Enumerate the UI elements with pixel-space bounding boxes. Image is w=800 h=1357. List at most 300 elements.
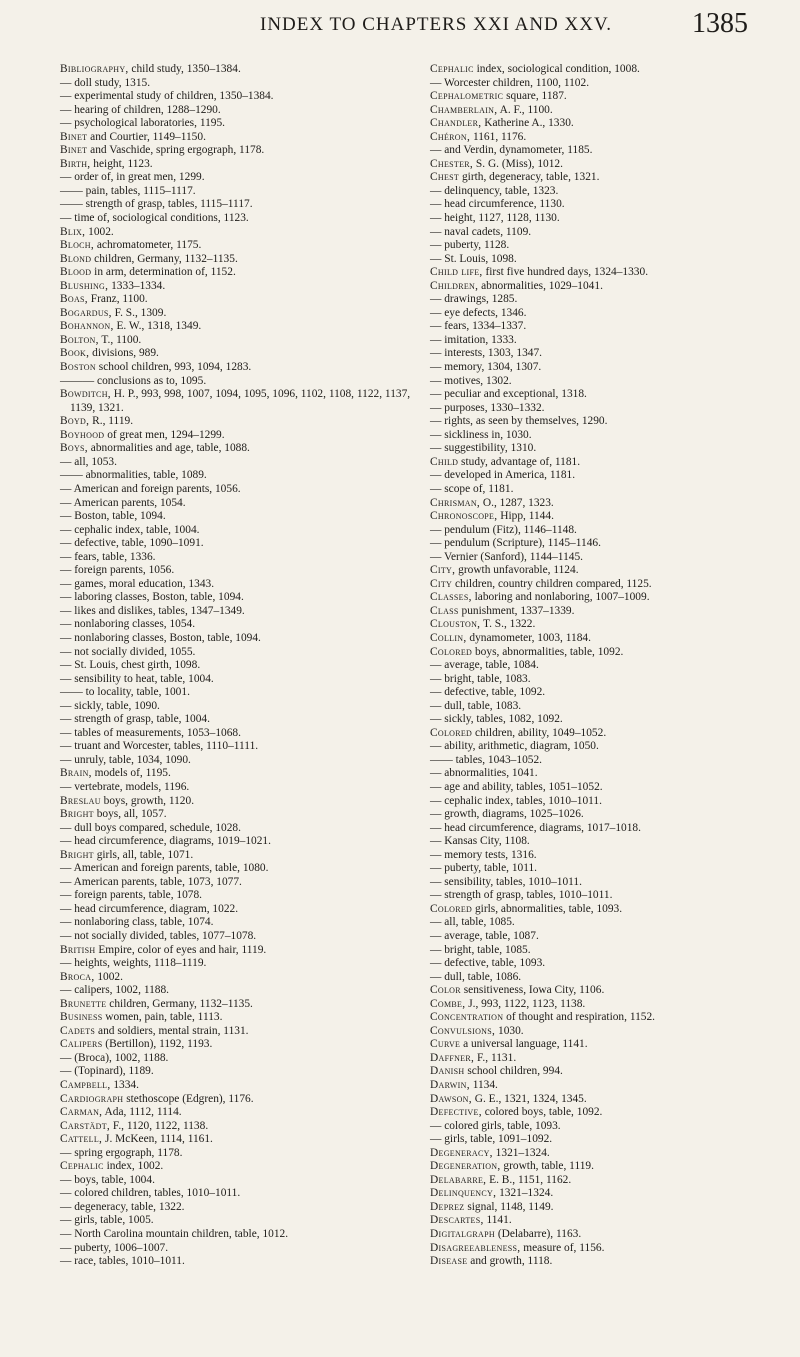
index-entry — [430, 591, 788, 605]
page-number: 1385 — [692, 8, 748, 39]
index-entry-text: — puberty, table, 1011. — [430, 862, 538, 875]
index-entry-text: H. P., 993, 998, 1007, 1094, 1095, 1096, 1102, 1108, 1122, 1137, 1139, 1321. — [70, 388, 411, 414]
index-entry-heading: Children, — [430, 279, 479, 292]
index-entry-text: — average, table, 1084. — [430, 659, 539, 672]
index-entry — [430, 1093, 788, 1107]
index-entry — [60, 104, 418, 118]
index-entry — [430, 1228, 788, 1242]
index-entry-text: dynamometer, 1003, 1184. — [466, 631, 591, 644]
index-entry-text: — all, table, 1085. — [430, 916, 515, 929]
index-entry — [60, 442, 418, 456]
index-entry-text: — St. Louis, chest girth, 1098. — [60, 659, 201, 672]
index-entry-heading: Bibliography, — [60, 63, 129, 75]
index-entry-text: growth unfavorable, 1124. — [455, 564, 579, 577]
index-entry — [430, 185, 788, 199]
index-entry-text: of great men, 1294–1299. — [104, 428, 225, 441]
index-entry-text: — cephalic index, tables, 1010–1011. — [430, 794, 602, 807]
index-entry-heading: Boyd, — [60, 415, 90, 428]
index-entry-text: — puberty, 1128. — [430, 239, 510, 252]
index-entry — [430, 293, 788, 307]
index-entry — [430, 998, 788, 1012]
index-entry — [430, 537, 788, 551]
running-title: INDEX TO CHAPTERS XXI AND XXV. — [260, 14, 612, 35]
index-entry-text: — sensibility to heat, table, 1004. — [60, 672, 214, 685]
index-entry — [60, 429, 418, 443]
index-entry — [430, 1052, 788, 1066]
index-entry-text: 1161, 1176. — [470, 130, 527, 143]
index-entry — [430, 564, 788, 578]
index-entry-text: — foreign parents, 1056. — [60, 564, 175, 577]
index-entry-heading: Digitalgraph — [430, 1228, 495, 1241]
index-entry-text: G. E., 1321, 1324, 1345. — [471, 1092, 587, 1105]
index-column-right — [430, 63, 788, 1269]
index-entry — [60, 727, 418, 741]
index-entry-text: — girls, table, 1005. — [60, 1214, 154, 1227]
index-entry-heading: Bright — [60, 808, 94, 821]
index-entry-heading: Chamberlain, — [430, 103, 498, 116]
index-entry-text: 1134. — [469, 1079, 498, 1092]
index-entry — [430, 334, 788, 348]
index-entry — [60, 1255, 418, 1269]
index-entry-text: —— tables, 1043–1052. — [430, 753, 542, 766]
index-entry — [430, 77, 788, 91]
index-entry-text: — not socially divided, tables, 1077–1078. — [60, 930, 257, 942]
index-entry-text: — bright, table, 1085. — [430, 943, 531, 956]
index-entry-text: — American parents, table, 1073, 1077. — [60, 875, 242, 888]
index-entry-text: (Delabarre), 1163. — [494, 1228, 582, 1241]
index-entry — [430, 659, 788, 673]
index-entry-text: models of, 1195. — [91, 767, 171, 780]
index-entry — [430, 117, 788, 131]
index-entry-text: — vertebrate, models, 1196. — [60, 780, 190, 793]
index-entry — [430, 442, 788, 456]
index-entry — [430, 63, 788, 77]
index-entry — [430, 375, 788, 389]
index-entry-text: — truant and Worcester, tables, 1110–1111. — [60, 740, 259, 753]
index-entry — [60, 700, 418, 714]
index-entry — [60, 510, 418, 524]
index-entry — [430, 1106, 788, 1120]
index-entry — [430, 90, 788, 104]
index-entry-heading: Blushing, — [60, 279, 109, 292]
index-entry — [60, 930, 418, 944]
index-entry — [430, 1038, 788, 1052]
index-entry-text: abnormalities and age, table, 1088. — [87, 442, 250, 455]
index-entry-heading: Broca, — [60, 970, 95, 983]
index-entry-text: children, ability, 1049–1052. — [472, 726, 607, 739]
index-entry-text: — order of, in great men, 1299. — [60, 171, 205, 184]
index-entry — [430, 713, 788, 727]
index-entry-heading: Chest — [430, 171, 460, 184]
index-entry-text: — age and ability, tables, 1051–1052. — [430, 780, 603, 793]
index-entry-text: — average, table, 1087. — [430, 930, 539, 942]
index-entry — [430, 822, 788, 836]
index-entry-text: — colored girls, table, 1093. — [430, 1119, 561, 1132]
index-entry-text: F., 1131. — [474, 1051, 517, 1064]
index-entry-text: —— abnormalities, table, 1089. — [60, 469, 207, 482]
index-entry-text: children, country children compared, 1125. — [452, 577, 652, 590]
index-entry — [430, 808, 788, 822]
index-entry-text: — St. Louis, 1098. — [430, 252, 517, 265]
index-entry — [60, 117, 418, 131]
index-entry-text: J. McKeen, 1114, 1161. — [102, 1133, 213, 1146]
index-entry-text: — sickly, table, 1090. — [60, 699, 160, 712]
index-entry — [60, 158, 418, 172]
index-entry — [430, 361, 788, 375]
index-entry — [430, 767, 788, 781]
index-entry-text: E. B., 1151, 1162. — [486, 1173, 572, 1186]
index-entry — [60, 618, 418, 632]
index-entry-heading: Colored — [430, 726, 473, 739]
index-entry — [60, 198, 418, 212]
index-entry — [60, 90, 418, 104]
index-entry-heading: Bowditch, — [60, 388, 111, 401]
index-entry-heading: City, — [430, 564, 456, 577]
index-entry-text: and soldiers, mental strain, 1131. — [95, 1024, 249, 1037]
index-entry-text: — drawings, 1285. — [430, 293, 518, 306]
index-entry — [430, 646, 788, 660]
index-entry-text: — abnormalities, 1041. — [430, 767, 538, 780]
index-entry-text: — cephalic index, table, 1004. — [60, 523, 200, 536]
index-entry-text: — defective, table, 1090–1091. — [60, 537, 204, 550]
index-entry-text: 1321–1324. — [496, 1187, 554, 1200]
index-entry — [430, 1214, 788, 1228]
index-entry — [430, 1147, 788, 1161]
index-entry — [430, 1187, 788, 1201]
index-entry — [430, 632, 788, 646]
index-entry-text: growth, table, 1119. — [500, 1160, 594, 1173]
index-entry — [430, 930, 788, 944]
index-entry-text: 1030. — [495, 1024, 524, 1037]
index-entry — [60, 632, 418, 646]
index-entry — [60, 226, 418, 240]
index-entry-heading: Classes, — [430, 591, 472, 604]
index-entry-text: — suggestibility, 1310. — [430, 442, 537, 455]
index-entry — [430, 1025, 788, 1039]
index-entry-heading: Delinquency, — [430, 1187, 497, 1200]
index-entry-text: — doll study, 1315. — [60, 76, 151, 89]
index-entry-heading: Binet — [60, 144, 88, 157]
index-entry-text: (Bertillon), 1192, 1193. — [102, 1038, 213, 1051]
index-entry — [430, 740, 788, 754]
index-entry-text: — motives, 1302. — [430, 374, 512, 387]
index-entry-text: 1002. — [94, 970, 123, 983]
index-entry-heading: Cardiograph — [60, 1092, 124, 1105]
index-entry-text: Empire, color of eyes and hair, 1119. — [95, 943, 267, 956]
index-entry — [60, 903, 418, 917]
index-entry-heading: Degeneracy, — [430, 1146, 493, 1159]
index-entry-text: — all, 1053. — [60, 455, 117, 468]
index-entry — [430, 144, 788, 158]
index-entry-heading: Blood — [60, 266, 92, 279]
index-entry-text: — delinquency, table, 1323. — [430, 184, 559, 197]
index-entry-text: R., 1119. — [89, 415, 134, 428]
index-entry — [430, 700, 788, 714]
index-entry-heading: Carstädt, — [60, 1119, 111, 1132]
index-entry-text: —— to locality, table, 1001. — [60, 686, 190, 699]
index-entry-heading: Brunette — [60, 997, 107, 1010]
index-entry-heading: Cephalic — [60, 1160, 104, 1173]
index-entry — [60, 1120, 418, 1134]
index-entry — [430, 754, 788, 768]
index-entry-heading: Child life, — [430, 266, 483, 279]
index-entry-text: F. S., 1309. — [111, 306, 167, 319]
index-entry — [60, 334, 418, 348]
index-entry — [430, 497, 788, 511]
index-entry — [430, 1255, 788, 1269]
index-entry — [430, 226, 788, 240]
index-entry — [60, 659, 418, 673]
index-entry-text: — not socially divided, 1055. — [60, 645, 196, 658]
index-entry-text: abnormalities, 1029–1041. — [478, 279, 603, 292]
index-entry — [60, 1187, 418, 1201]
index-entry — [60, 131, 418, 145]
index-entry-heading: British — [60, 943, 96, 956]
index-entry — [60, 1093, 418, 1107]
index-entry — [430, 618, 788, 632]
index-entry — [60, 984, 418, 998]
index-entry-text: Ada, 1112, 1114. — [102, 1106, 182, 1119]
index-entry — [430, 388, 788, 402]
index-entry — [430, 673, 788, 687]
index-entry-heading: Colored — [430, 902, 473, 915]
index-entry-text: — memory, 1304, 1307. — [430, 361, 542, 374]
index-entry — [60, 944, 418, 958]
index-entry — [60, 1065, 418, 1079]
index-entry-text: A. F., 1100. — [497, 103, 553, 116]
index-entry-text: — laboring classes, Boston, table, 1094. — [60, 591, 244, 604]
index-entry-text: school children, 993, 1094, 1283. — [95, 361, 252, 374]
index-entry-text: — unruly, table, 1034, 1090. — [60, 753, 191, 766]
index-entry — [60, 646, 418, 660]
index-entry — [430, 158, 788, 172]
index-entry-text: 1334. — [110, 1079, 139, 1092]
index-entry-heading: Carman, — [60, 1106, 103, 1119]
index-entry — [430, 402, 788, 416]
index-entry-text: and Vaschide, spring ergograph, 1178. — [87, 144, 265, 157]
index-entry — [60, 1079, 418, 1093]
index-entry — [430, 903, 788, 917]
index-entry-text: — interests, 1303, 1347. — [430, 347, 542, 360]
index-entry — [60, 740, 418, 754]
index-entry — [430, 320, 788, 334]
index-entry-text: — strength of grasp, tables, 1010–1011. — [430, 889, 613, 902]
index-entry-text: — games, moral education, 1343. — [60, 577, 215, 590]
index-entry — [430, 483, 788, 497]
index-entry — [60, 347, 418, 361]
index-entry — [60, 388, 418, 415]
index-entry-heading: Dawson, — [430, 1092, 472, 1105]
index-entry — [60, 1025, 418, 1039]
index-entry-text: — puberty, 1006–1007. — [60, 1241, 169, 1254]
index-entry-text: — nonlaboring classes, Boston, table, 1094. — [60, 631, 261, 644]
index-entry-heading: Color — [430, 984, 461, 997]
index-entry-text: height, 1123. — [90, 157, 153, 170]
index-entry-text: Katherine A., 1330. — [481, 117, 574, 130]
index-entry-heading: Combe, — [430, 997, 466, 1010]
index-entry-text: — and Verdin, dynamometer, 1185. — [430, 144, 593, 157]
index-entry-heading: Defective, — [430, 1106, 482, 1119]
index-entry — [60, 497, 418, 511]
index-entry — [430, 456, 788, 470]
index-entry-text: — head circumference, diagrams, 1019–1021. — [60, 835, 271, 848]
index-entry-text: — hearing of children, 1288–1290. — [60, 103, 221, 116]
index-entry — [430, 1065, 788, 1079]
index-entry — [430, 1201, 788, 1215]
index-entry — [60, 1052, 418, 1066]
index-entry-heading: Danish — [430, 1065, 465, 1078]
index-entry-text: — memory tests, 1316. — [430, 848, 537, 861]
index-entry-text: ——— conclusions as to, 1095. — [60, 374, 207, 387]
index-entry-heading: Clouston, — [430, 618, 481, 631]
index-entry — [60, 808, 418, 822]
index-entry-text: — head circumference, diagram, 1022. — [60, 902, 239, 915]
index-entry — [430, 795, 788, 809]
index-entry-heading: Disagreeableness, — [430, 1241, 521, 1254]
index-entry-text: F., 1120, 1122, 1138. — [110, 1119, 209, 1132]
index-entry-heading: Child — [430, 455, 459, 468]
index-entry-text: — American and foreign parents, 1056. — [60, 482, 241, 495]
index-entry — [60, 822, 418, 836]
index-entry-text: — nonlaboring class, table, 1074. — [60, 916, 214, 929]
index-entry — [60, 483, 418, 497]
index-entry-heading: Birth, — [60, 157, 91, 170]
index-entry-heading: Breslau — [60, 794, 101, 807]
index-entry-heading: Cadets — [60, 1024, 96, 1037]
index-entry-text: — likes and dislikes, tables, 1347–1349. — [60, 604, 245, 617]
index-entry-heading: Degeneration, — [430, 1160, 501, 1173]
index-entry-text: — bright, table, 1083. — [430, 672, 531, 685]
index-entry-text: — defective, table, 1093. — [430, 957, 546, 970]
index-entry — [430, 916, 788, 930]
index-entry-text: — dull, table, 1083. — [430, 699, 522, 712]
index-entry — [430, 876, 788, 890]
index-entry — [60, 686, 418, 700]
index-entry-text: J., 993, 1122, 1123, 1138. — [465, 997, 586, 1010]
index-entry-heading: Bright — [60, 848, 94, 861]
index-entry — [60, 293, 418, 307]
index-entry-text: — height, 1127, 1128, 1130. — [430, 212, 560, 225]
index-entry — [60, 578, 418, 592]
index-entry — [430, 415, 788, 429]
index-entry-text: — fears, 1334–1337. — [430, 320, 527, 333]
index-entry — [60, 957, 418, 971]
index-entry-heading: Chéron, — [430, 130, 471, 143]
index-entry-text: girls, abnormalities, table, 1093. — [472, 902, 623, 915]
index-entry-heading: Bogardus, — [60, 306, 112, 319]
index-entry — [60, 1174, 418, 1188]
index-entry-heading: City — [430, 577, 453, 590]
index-entry-text: S. G. (Miss), 1012. — [473, 157, 563, 170]
index-entry — [430, 835, 788, 849]
index-entry-heading: Bolton, — [60, 333, 99, 346]
index-entry-text: sensitiveness, Iowa City, 1106. — [460, 984, 605, 997]
index-entry-text: — peculiar and exceptional, 1318. — [430, 388, 587, 401]
index-entry — [60, 1038, 418, 1052]
index-entry-text: — time of, sociological conditions, 1123. — [60, 212, 249, 225]
index-entry-heading: Delabarre, — [430, 1173, 487, 1186]
index-entry-text: — strength of grasp, table, 1004. — [60, 713, 210, 726]
index-entry-text: — dull boys compared, schedule, 1028. — [60, 821, 241, 834]
index-entry-text: children, Germany, 1132–1135. — [106, 997, 253, 1010]
index-entry — [60, 212, 418, 226]
index-entry-text: —— pain, tables, 1115–1117. — [60, 184, 196, 197]
index-entry-text: O., 1287, 1323. — [480, 496, 554, 509]
index-entry — [430, 266, 788, 280]
index-entry-text: — ability, arithmetic, diagram, 1050. — [430, 740, 599, 753]
index-entry-text: — head circumference, diagrams, 1017–1018. — [430, 821, 641, 834]
index-entry-heading: Daffner, — [430, 1051, 475, 1064]
index-entry-text: — purposes, 1330–1332. — [430, 401, 545, 414]
index-entry — [430, 889, 788, 903]
index-entry — [60, 361, 418, 375]
index-entry-text: child study, 1350–1384. — [128, 63, 241, 75]
index-entry — [430, 347, 788, 361]
index-entry-text: —— strength of grasp, tables, 1115–1117. — [60, 198, 253, 211]
index-entry-text: — naval cadets, 1109. — [430, 225, 532, 238]
index-entry — [60, 876, 418, 890]
index-entry-heading: Blond — [60, 252, 92, 265]
index-entry-text: square, 1187. — [503, 90, 567, 103]
index-entry-heading: Darwin, — [430, 1079, 470, 1092]
index-entry — [430, 429, 788, 443]
index-entry-text: — sickliness in, 1030. — [430, 428, 532, 441]
index-entry — [60, 253, 418, 267]
index-entry-text: boys, growth, 1120. — [100, 794, 195, 807]
index-entry-text: index, sociological condition, 1008. — [473, 63, 640, 75]
index-entry-text: achromatometer, 1175. — [94, 239, 202, 252]
index-entry-text: children, Germany, 1132–1135. — [91, 252, 238, 265]
index-entry-text: girth, degeneracy, table, 1321. — [459, 171, 600, 184]
index-entry-text: Hipp, 1144. — [497, 510, 554, 523]
index-entry-text: — (Broca), 1002, 1188. — [60, 1051, 169, 1064]
index-entry — [430, 862, 788, 876]
index-entry-text: 1141. — [483, 1214, 512, 1227]
index-entry-text: measure of, 1156. — [520, 1241, 605, 1254]
index-entry — [60, 673, 418, 687]
index-entry-text: E. W., 1318, 1349. — [113, 320, 202, 333]
index-entry — [60, 171, 418, 185]
index-entry-text: — imitation, 1333. — [430, 333, 517, 346]
index-entry-text: — race, tables, 1010–1011. — [60, 1255, 185, 1268]
index-entry — [60, 767, 418, 781]
index-entry-heading: Deprez — [430, 1200, 465, 1213]
index-entry-heading: Class — [430, 604, 459, 617]
index-entry — [60, 713, 418, 727]
index-entry-text: — Vernier (Sanford), 1144–1145. — [430, 550, 584, 563]
index-entry-text: T., 1100. — [98, 333, 142, 346]
index-entry-heading: Collin, — [430, 631, 467, 644]
index-entry-text: — developed in America, 1181. — [430, 469, 576, 482]
index-entry — [60, 1011, 418, 1025]
index-entry — [430, 469, 788, 483]
index-entry-text: a universal language, 1141. — [460, 1038, 588, 1051]
index-entry-heading: Cephalometric — [430, 90, 504, 103]
index-entry — [430, 1174, 788, 1188]
index-entry-text: — calipers, 1002, 1188. — [60, 984, 170, 997]
index-entry — [430, 524, 788, 538]
index-entry-heading: Cattell, — [60, 1133, 103, 1146]
index-entry — [60, 795, 418, 809]
index-entry — [60, 469, 418, 483]
index-entry-text: — pendulum (Scripture), 1145–1146. — [430, 537, 601, 550]
index-entry-text: — Kansas City, 1108. — [430, 835, 530, 848]
index-entry-heading: Cephalic — [430, 63, 474, 75]
index-entry-text: punishment, 1337–1339. — [458, 604, 575, 617]
index-entry — [430, 198, 788, 212]
index-entry-heading: Concentration — [430, 1011, 504, 1024]
index-entry — [60, 1242, 418, 1256]
